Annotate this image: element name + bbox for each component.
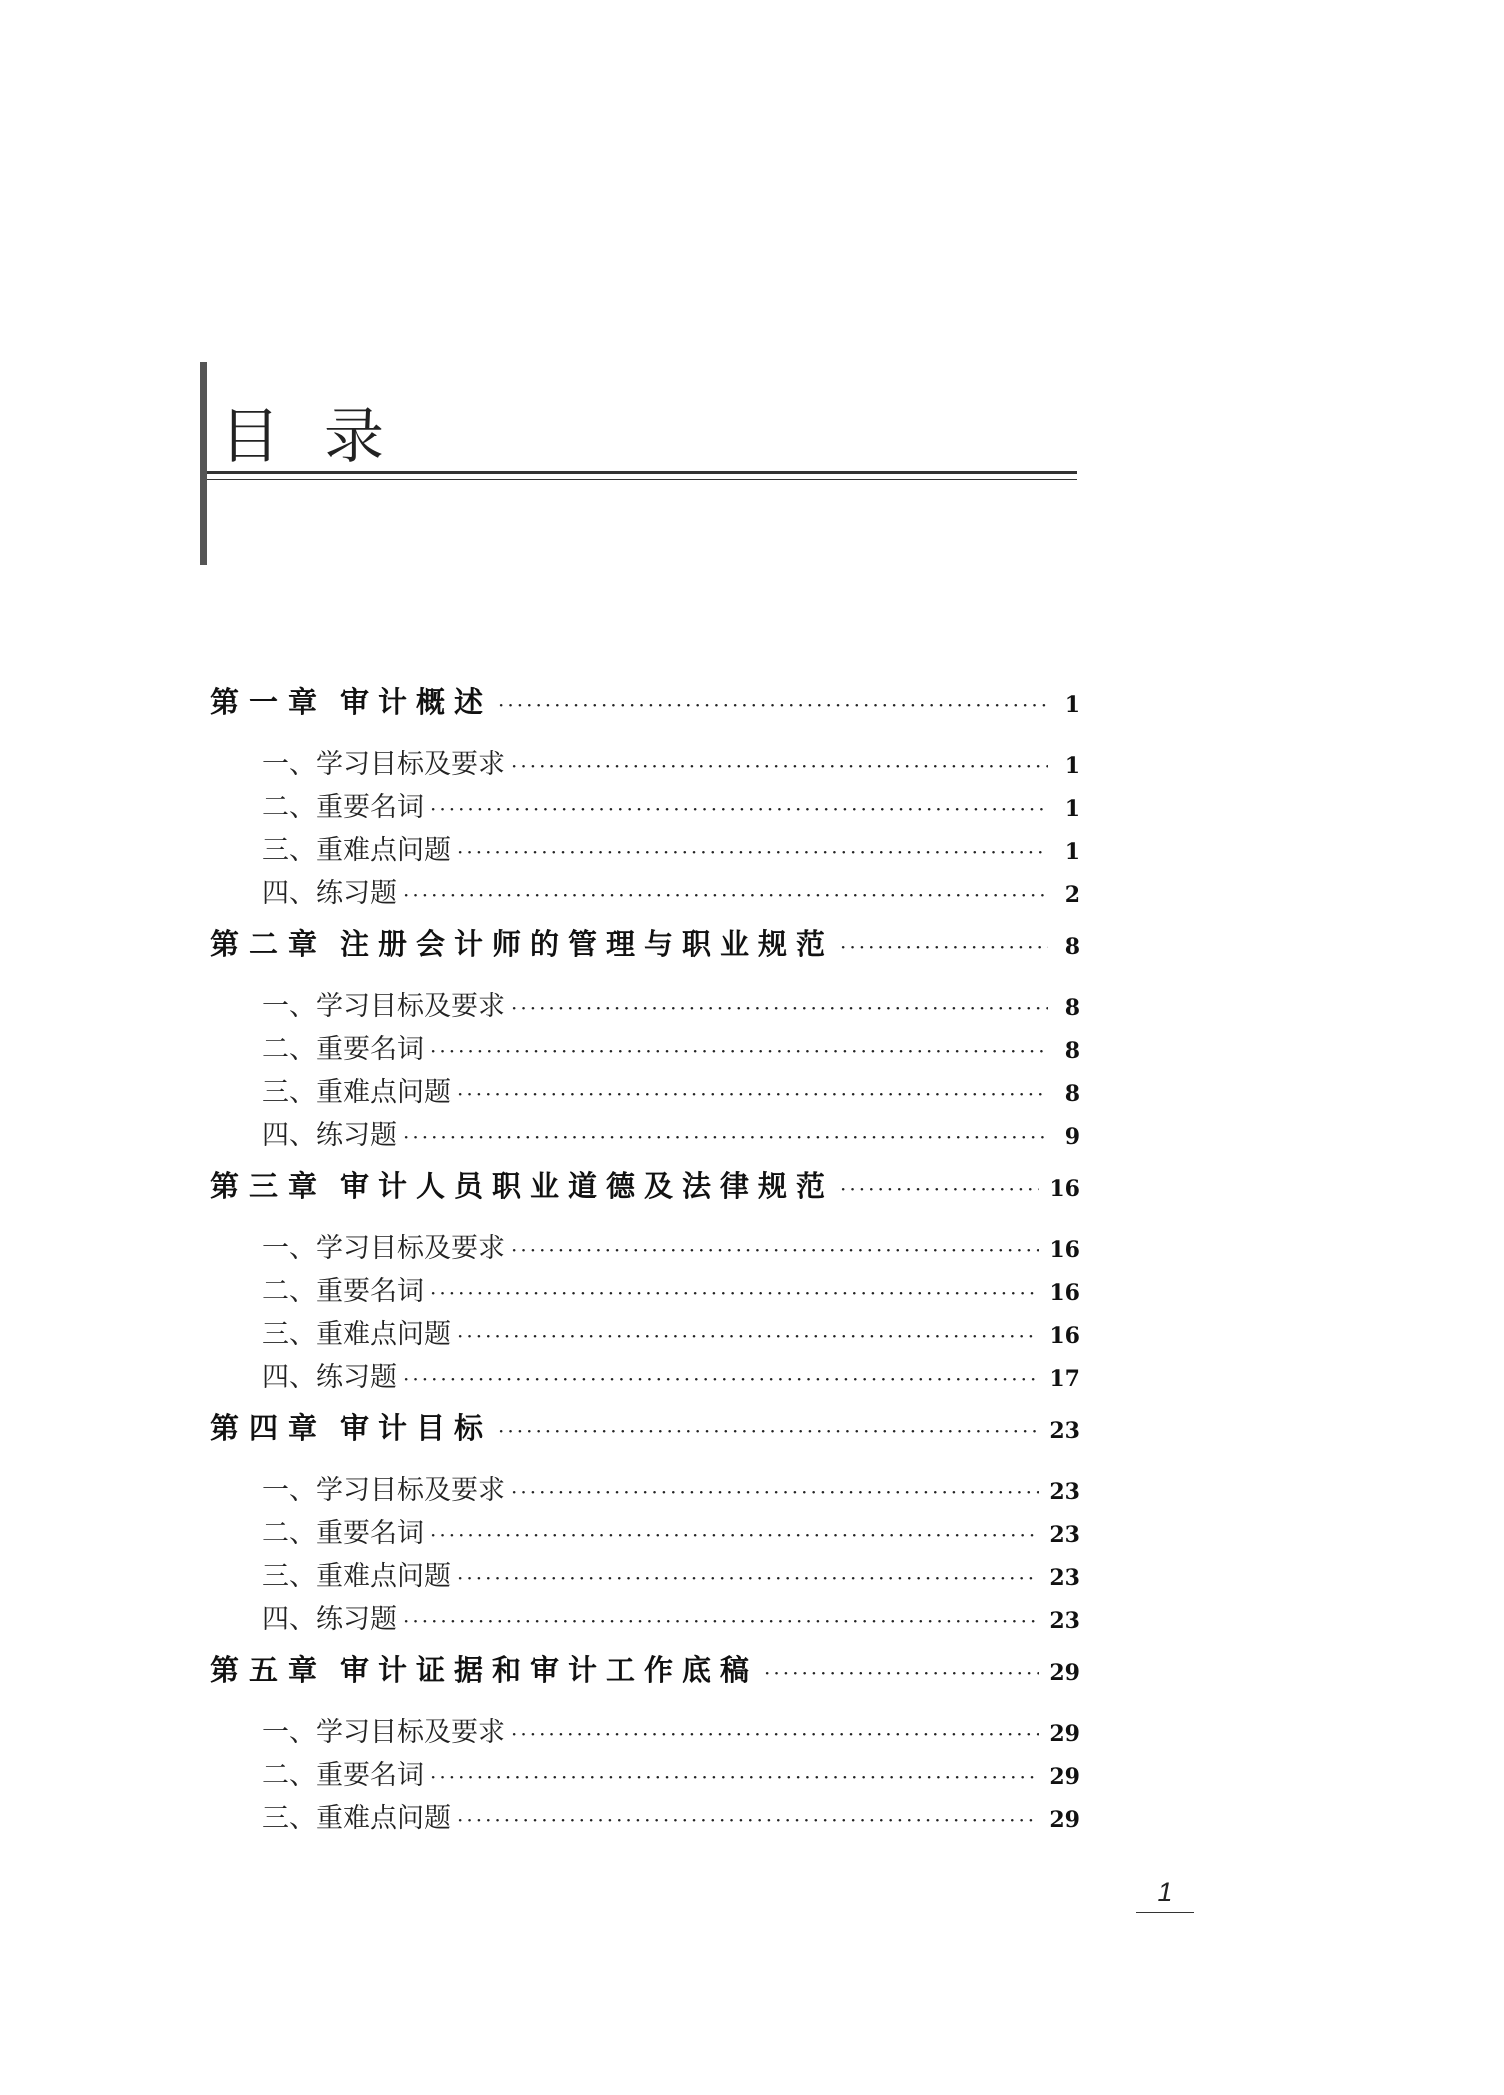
leader-dots bbox=[511, 754, 1048, 778]
section-label: 二、重要名词 bbox=[262, 1760, 424, 1791]
section-label: 一、学习目标及要求 bbox=[262, 1717, 505, 1748]
chapter-number: 第二章 bbox=[210, 927, 328, 961]
title-char-2: 录 bbox=[324, 402, 384, 472]
section-label: 三、重难点问题 bbox=[262, 1077, 451, 1108]
section-page: 8 bbox=[1064, 1081, 1080, 1107]
section-page: 16 bbox=[1049, 1323, 1080, 1349]
section-label: 二、重要名词 bbox=[262, 1034, 424, 1065]
leader-dots bbox=[430, 1281, 1039, 1305]
toc-section-entry[interactable] bbox=[210, 785, 1080, 828]
toc-section-entry[interactable] bbox=[210, 1511, 1080, 1554]
leader-dots bbox=[457, 1808, 1039, 1832]
leader-dots bbox=[840, 935, 1048, 959]
leader-dots bbox=[511, 1480, 1039, 1504]
toc-section-entry[interactable] bbox=[210, 1070, 1080, 1113]
toc-section-entry[interactable] bbox=[210, 1710, 1080, 1753]
section-page: 16 bbox=[1049, 1237, 1080, 1263]
table-of-contents bbox=[210, 680, 1080, 1839]
section-label: 二、重要名词 bbox=[262, 1276, 424, 1307]
toc-section-entry[interactable] bbox=[210, 1113, 1080, 1156]
leader-dots bbox=[457, 840, 1048, 864]
toc-section-entry[interactable] bbox=[210, 1312, 1080, 1355]
section-label: 四、练习题 bbox=[262, 1604, 397, 1635]
chapter-number: 第五章 bbox=[210, 1653, 328, 1687]
toc-chapter-entry[interactable] bbox=[210, 1648, 1080, 1710]
toc-section-entry[interactable] bbox=[210, 742, 1080, 785]
leader-dots bbox=[511, 1238, 1039, 1262]
toc-section-entry[interactable] bbox=[210, 1796, 1080, 1839]
leader-dots bbox=[511, 996, 1048, 1020]
section-label: 三、重难点问题 bbox=[262, 1561, 451, 1592]
toc-section-entry[interactable] bbox=[210, 1554, 1080, 1597]
toc-section-entry[interactable] bbox=[210, 1226, 1080, 1269]
chapter-number: 第四章 bbox=[210, 1411, 328, 1445]
leader-dots bbox=[498, 1419, 1039, 1443]
section-page: 23 bbox=[1049, 1565, 1080, 1591]
chapter-page: 8 bbox=[1064, 934, 1080, 960]
toc-section-entry[interactable] bbox=[210, 1753, 1080, 1796]
chapter-page: 16 bbox=[1049, 1176, 1080, 1202]
leader-dots bbox=[840, 1177, 1039, 1201]
section-label: 二、重要名词 bbox=[262, 1518, 424, 1549]
title-rule-thin bbox=[207, 479, 1077, 480]
leader-dots bbox=[764, 1661, 1039, 1685]
chapter-page: 1 bbox=[1064, 692, 1080, 718]
leader-dots bbox=[457, 1324, 1039, 1348]
chapter-page: 23 bbox=[1049, 1418, 1080, 1444]
section-label: 三、重难点问题 bbox=[262, 835, 451, 866]
toc-section-entry[interactable] bbox=[210, 1269, 1080, 1312]
section-page: 17 bbox=[1049, 1366, 1080, 1392]
toc-chapter-entry[interactable] bbox=[210, 922, 1080, 984]
section-label: 四、练习题 bbox=[262, 1120, 397, 1151]
leader-dots bbox=[403, 1609, 1039, 1633]
toc-section-entry[interactable] bbox=[210, 1597, 1080, 1640]
section-page: 29 bbox=[1049, 1807, 1080, 1833]
section-label: 三、重难点问题 bbox=[262, 1319, 451, 1350]
section-page: 1 bbox=[1064, 839, 1080, 865]
section-label: 一、学习目标及要求 bbox=[262, 991, 505, 1022]
section-page: 8 bbox=[1064, 995, 1080, 1021]
toc-chapter-entry[interactable] bbox=[210, 680, 1080, 742]
title-rule-thick bbox=[207, 471, 1077, 474]
section-page: 8 bbox=[1064, 1038, 1080, 1064]
section-label: 一、学习目标及要求 bbox=[262, 749, 505, 780]
section-label: 四、练习题 bbox=[262, 1362, 397, 1393]
toc-section-entry[interactable] bbox=[210, 828, 1080, 871]
section-page: 16 bbox=[1049, 1280, 1080, 1306]
toc-chapter-entry[interactable] bbox=[210, 1406, 1080, 1468]
leader-dots bbox=[457, 1082, 1048, 1106]
title-char-1: 目 bbox=[220, 402, 280, 472]
page-title bbox=[220, 402, 384, 472]
toc-section-entry[interactable] bbox=[210, 1027, 1080, 1070]
leader-dots bbox=[403, 1125, 1048, 1149]
section-label: 四、练习题 bbox=[262, 878, 397, 909]
chapter-number: 第一章 bbox=[210, 685, 328, 719]
section-page: 29 bbox=[1049, 1764, 1080, 1790]
section-page: 2 bbox=[1064, 882, 1080, 908]
leader-dots bbox=[498, 693, 1048, 717]
leader-dots bbox=[403, 883, 1048, 907]
section-label: 二、重要名词 bbox=[262, 792, 424, 823]
chapter-title: 审计目标 bbox=[340, 1411, 493, 1445]
toc-section-entry[interactable] bbox=[210, 871, 1080, 914]
toc-section-entry[interactable] bbox=[210, 1468, 1080, 1511]
section-page: 23 bbox=[1049, 1479, 1080, 1505]
toc-section-entry[interactable] bbox=[210, 984, 1080, 1027]
toc-chapter-entry[interactable] bbox=[210, 1164, 1080, 1226]
leader-dots bbox=[457, 1566, 1039, 1590]
chapter-title: 审计证据和审计工作底稿 bbox=[340, 1653, 759, 1687]
section-page: 1 bbox=[1064, 753, 1080, 779]
leader-dots bbox=[511, 1722, 1039, 1746]
section-page: 1 bbox=[1064, 796, 1080, 822]
section-label: 一、学习目标及要求 bbox=[262, 1475, 505, 1506]
section-label: 一、学习目标及要求 bbox=[262, 1233, 505, 1264]
leader-dots bbox=[430, 1039, 1048, 1063]
page-number: 1 bbox=[1136, 1877, 1194, 1913]
section-page: 23 bbox=[1049, 1522, 1080, 1548]
chapter-title: 审计概述 bbox=[340, 685, 493, 719]
title-side-bar bbox=[200, 362, 207, 565]
leader-dots bbox=[403, 1367, 1039, 1391]
leader-dots bbox=[430, 1765, 1039, 1789]
section-label: 三、重难点问题 bbox=[262, 1803, 451, 1834]
section-page: 9 bbox=[1064, 1124, 1080, 1150]
chapter-title: 注册会计师的管理与职业规范 bbox=[340, 927, 835, 961]
section-page: 23 bbox=[1049, 1608, 1080, 1634]
chapter-number: 第三章 bbox=[210, 1169, 328, 1203]
leader-dots bbox=[430, 1523, 1039, 1547]
chapter-page: 29 bbox=[1049, 1660, 1080, 1686]
leader-dots bbox=[430, 797, 1048, 821]
toc-section-entry[interactable] bbox=[210, 1355, 1080, 1398]
section-page: 29 bbox=[1049, 1721, 1080, 1747]
chapter-title: 审计人员职业道德及法律规范 bbox=[340, 1169, 835, 1203]
